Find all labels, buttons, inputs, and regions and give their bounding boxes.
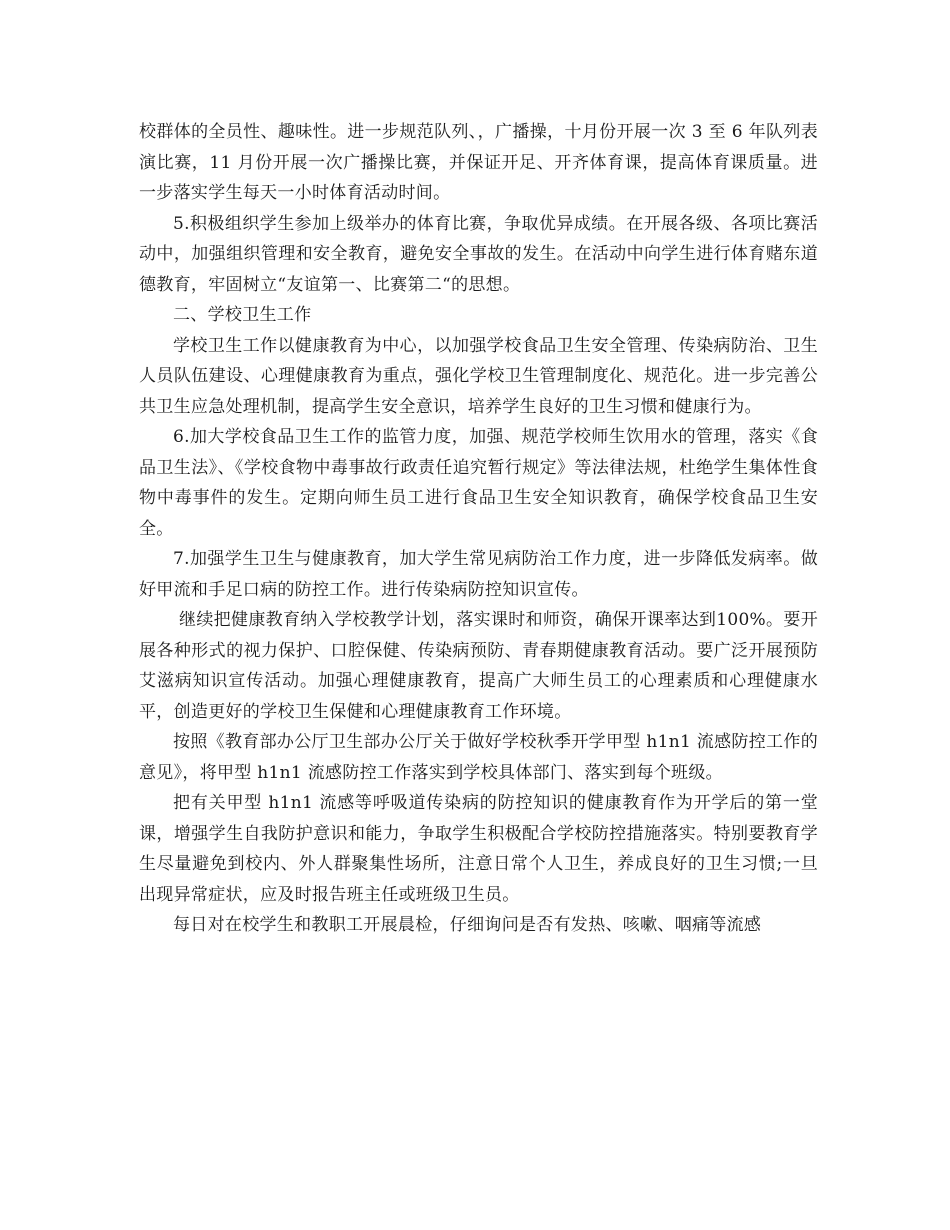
paragraph-continued: 校群体的全员性、趣味性。进一步规范队列、，广播操，十月份开展一次 3 至 6 年队列表演比赛，11 月份开展一次广播操比赛，并保证开足、开齐体育课，提高体育课质量。进一步落实学生每天一小时体育活动时间。 bbox=[139, 122, 818, 203]
paragraph-first-lesson: 把有关甲型 h1n1 流感等呼吸道传染病的防控知识的健康教育作为开学后的第一堂课，增强学生自我防护意识和能力，争取学生积极配合学校防控措施落实。特别要教育学生尽量避免到校内、外人群聚集性场所，注意日常个人卫生，养成良好的卫生习惯;一旦出现异常症状，应及时报告班主任或班级卫生员。 bbox=[139, 793, 818, 905]
paragraph-hygiene-overview: 学校卫生工作以健康教育为中心，以加强学校食品卫生安全管理、传染病防治、卫生人员队伍建设、心理健康教育为重点，强化学校卫生管理制度化、规范化。进一步完善公共卫生应急处理机制，提高学生安全意识，培养学生良好的卫生习惯和健康行为。 bbox=[139, 335, 818, 417]
paragraph-flu-notice: 按照《教育部办公厅卫生部办公厅关于做好学校秋季开学甲型 h1n1 流感防控工作的意见》，将甲型 h1n1 流感防控工作落实到学校具体部门、落实到每个班级。 bbox=[139, 732, 818, 783]
section-heading-school-hygiene: 二、学校卫生工作 bbox=[173, 305, 312, 325]
paragraph-item-7: 7.加强学生卫生与健康教育，加大学生常见病防治工作力度，进一步降低发病率。做好甲流和手足口病的防控工作。进行传染病防控知识宣传。 bbox=[139, 549, 818, 600]
paragraph-item-6: 6.加大学校食品卫生工作的监管力度，加强、规范学校师生饮用水的管理，落实《食品卫生法》、《学校食物中毒事故行政责任追究暂行规定》等法律法规，杜绝学生集体性食物中毒事件的发生。定期向师生员工进行食品卫生安全知识教育，确保学校食品卫生安全。 bbox=[139, 427, 818, 539]
paragraph-health-education: 继续把健康教育纳入学校教学计划，落实课时和师资，确保开课率达到100%。要开展各种形式的视力保护、口腔保健、传染病预防、青春期健康教育活动。要广泛开展预防艾滋病知识宣传活动。加强心理健康教育，提高广大师生员工的心理素质和心理健康水平，创造更好的学校卫生保健和心理健康教育工作环境。 bbox=[139, 610, 818, 722]
paragraph-morning-check: 每日对在校学生和教职工开展晨检，仔细询问是否有发热、咳嗽、咽痛等流感 bbox=[173, 915, 762, 935]
paragraph-item-5: 5.积极组织学生参加上级举办的体育比赛，争取优异成绩。在开展各级、各项比赛活动中，加强组织管理和安全教育，避免安全事故的发生。在活动中向学生进行体育赌东道德教育，牢固树立“友谊第一、比赛第二“的思想。 bbox=[139, 213, 818, 295]
